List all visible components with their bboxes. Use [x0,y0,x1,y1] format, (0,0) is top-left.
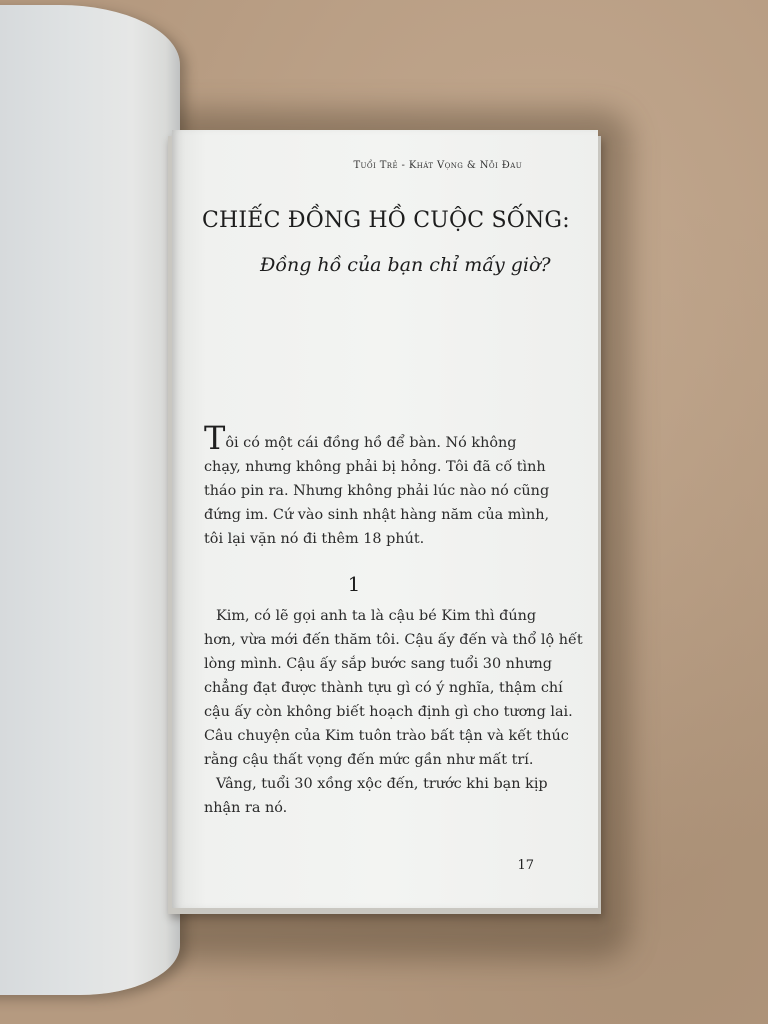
paragraph-closing [204,772,548,820]
paragraph-intro [204,419,550,551]
paragraph-line: chẳng đạt được thành tựu gì có ý nghĩa, thậm chí [204,680,563,696]
chapter-subtitle: Đồng hồ của bạn chỉ mấy giờ? [260,254,551,276]
paragraph-line: tháo pin ra. Nhưng không phải lúc nào nó cũng [204,483,550,499]
paragraph-line-text: ôi có một cái đồng hồ để bàn. Nó không [225,435,517,451]
book-page [172,130,598,908]
paragraph-line: rằng cậu thất vọng đến mức gần như mất trí. [204,752,534,768]
paragraph-line: Câu chuyện của Kim tuôn trào bất tận và kết thúc [204,728,569,744]
chapter-title: CHIẾC ĐỒNG HỒ CUỘC SỐNG: [202,208,570,233]
paragraph-line: đứng im. Cứ vào sinh nhật hàng năm của mình, [204,507,550,523]
paragraph-kim [204,604,583,772]
paragraph-line: nhận ra nó. [204,800,288,816]
paragraph-line: cậu ấy còn không biết hoạch định gì cho tương lai. [204,704,573,720]
paragraph-line [204,419,532,457]
running-head: Tuổi Trẻ - Khát Vọng & Nỗi Đau [353,160,522,171]
drop-cap: T [204,419,226,457]
paragraph-line: lòng mình. Cậu ấy sắp bước sang tuổi 30 nhưng [204,656,552,672]
paragraph-line: Kim, có lẽ gọi anh ta là cậu bé Kim thì đúng [216,608,537,624]
section-number: 1 [347,572,361,596]
paragraph-line: chạy, nhưng không phải bị hỏng. Tôi đã cố tình [204,459,546,475]
paragraph-line: hơn, vừa mới đến thăm tôi. Cậu ấy đến và thổ lộ hết [204,632,583,648]
paragraph-line: tôi lại vặn nó đi thêm 18 phút. [204,531,425,547]
left-page [0,5,180,995]
paragraph-line: Vâng, tuổi 30 xồng xộc đến, trước khi bạn kịp [216,776,548,792]
page-number: 17 [517,858,534,873]
